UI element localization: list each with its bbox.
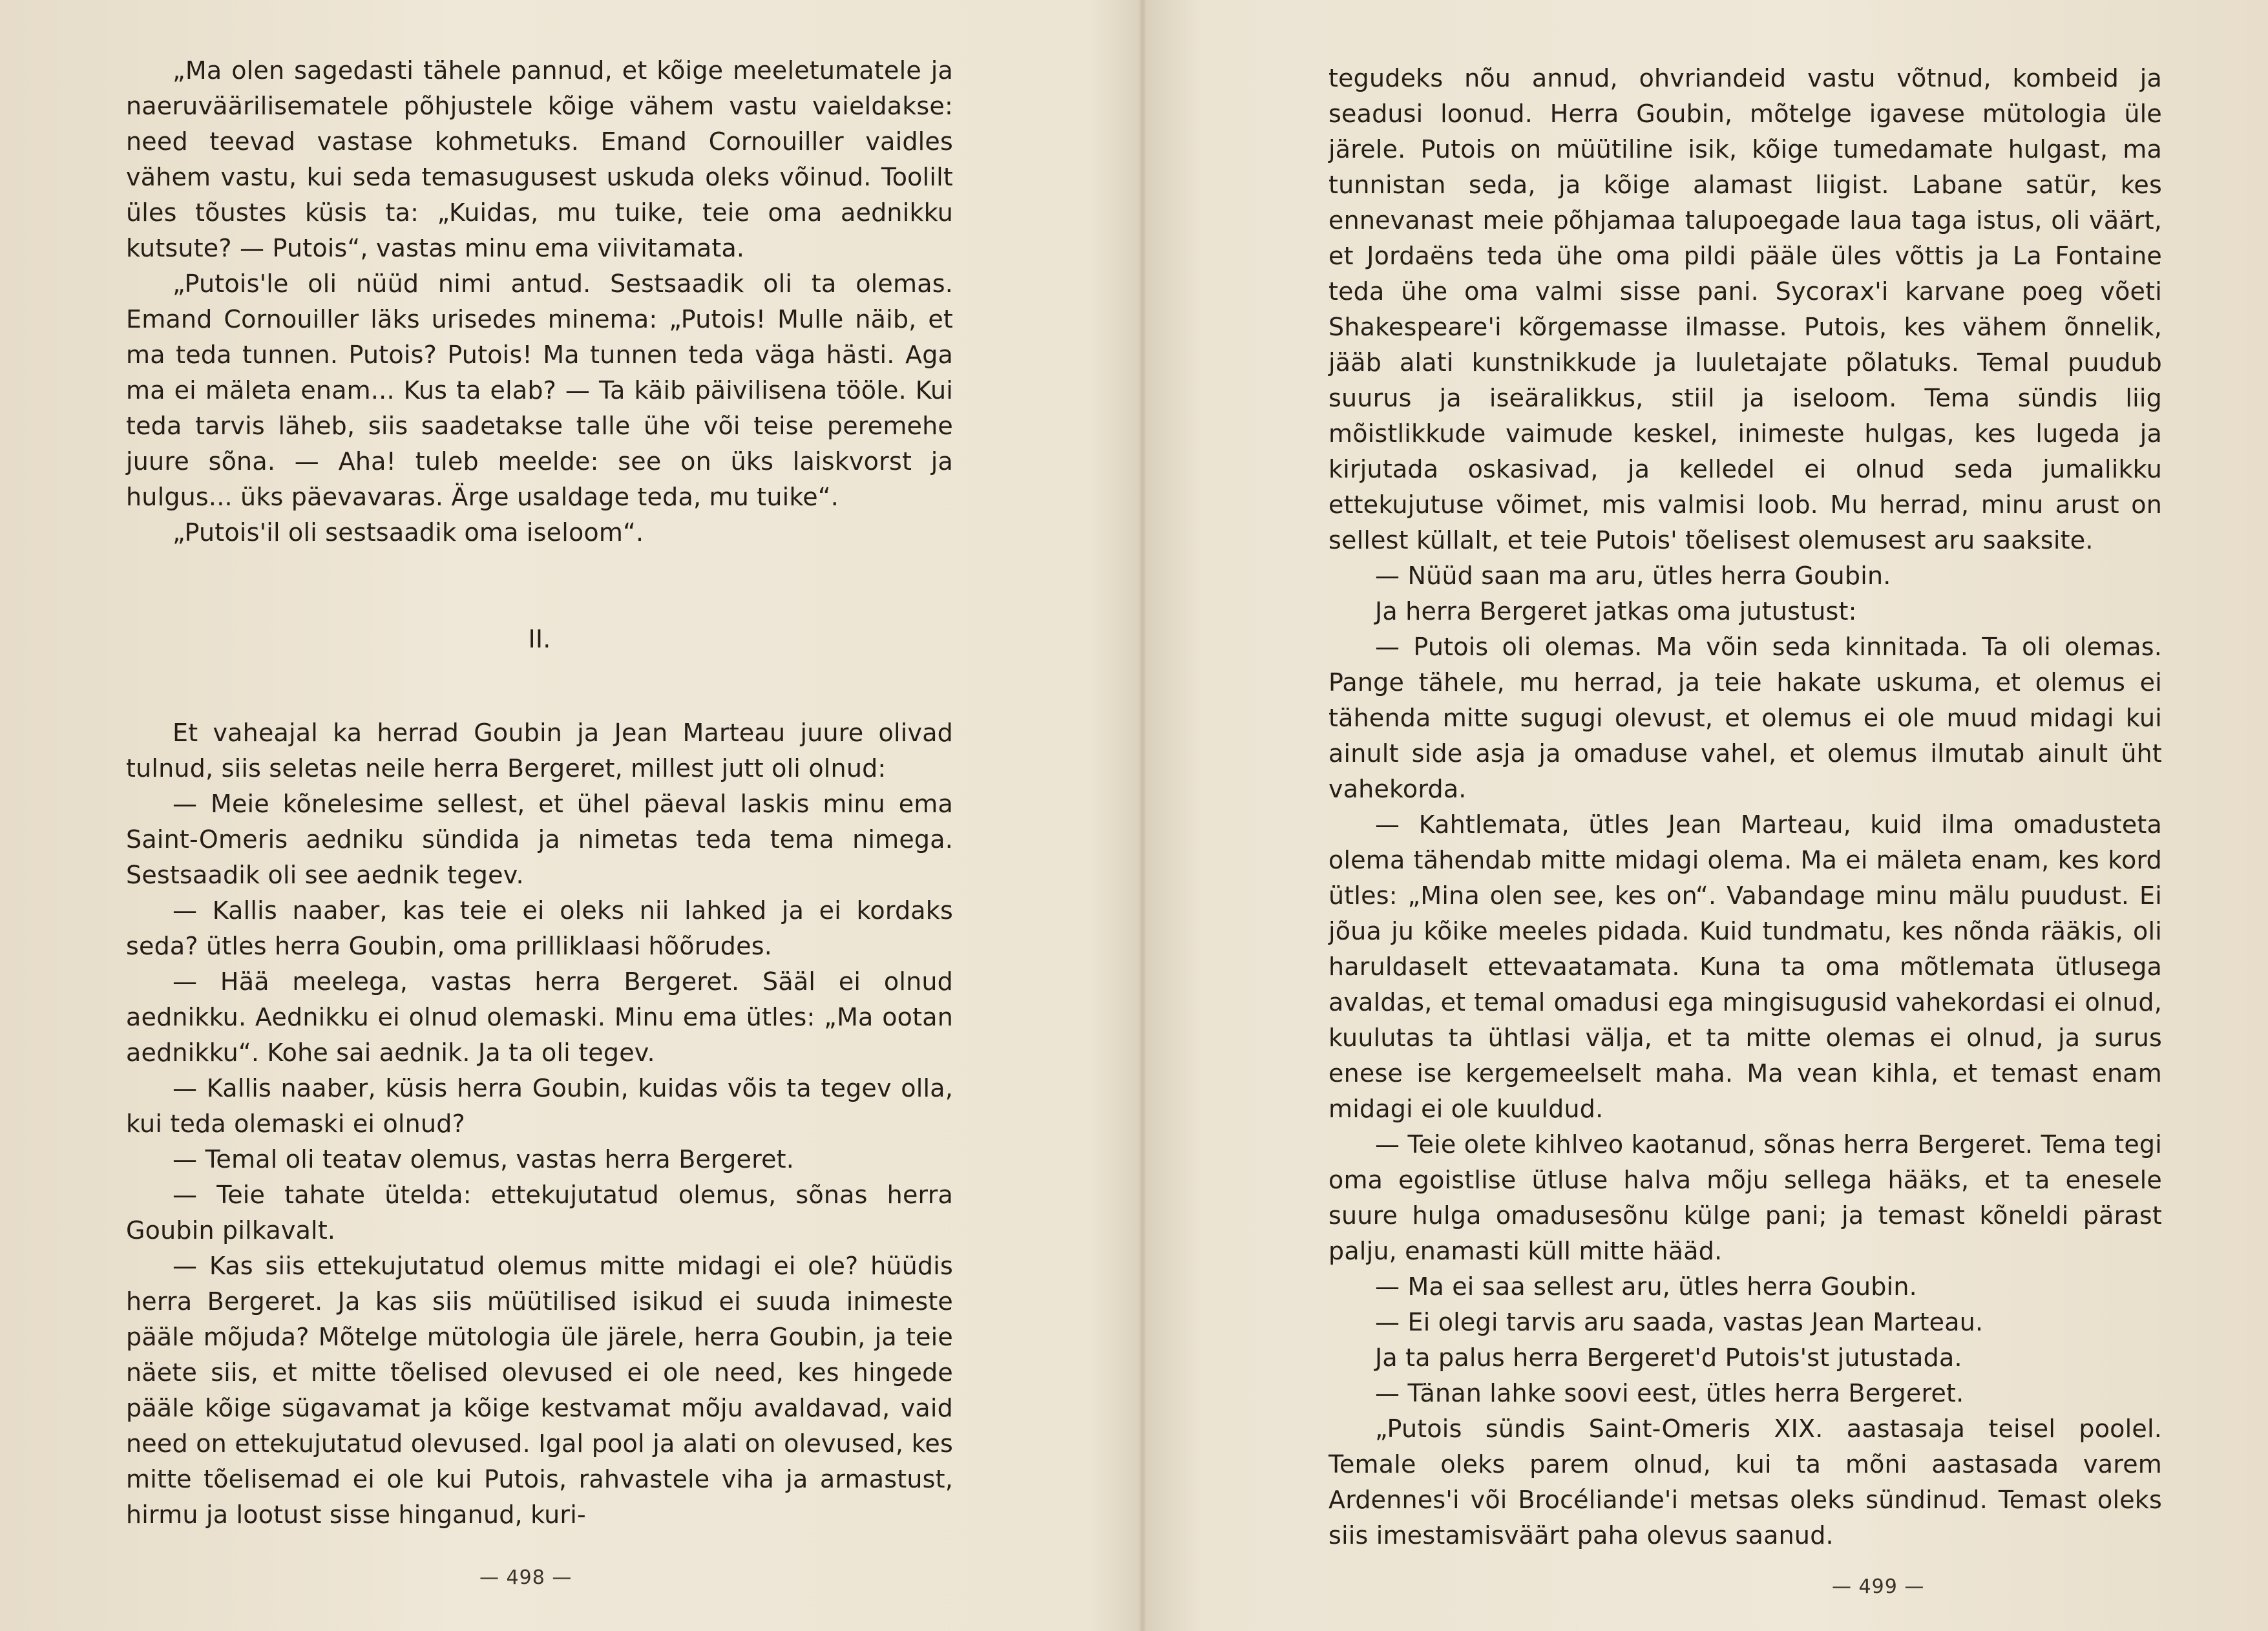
- section-heading: II.: [528, 625, 551, 653]
- paragraph: — Kahtlemata, ütles Jean Marteau, kuid ilma omadusteta olema tähendab mitte midagi olema. Ma ei mäleta enam, kes kord ütles: „Mina olen see, kes on“. Vabandage minu mälu puudust. Ei jõua ju kõike meeles pidada. Kuid tundmatu, kes nõnda rääkis, oli haruldaselt ettevaatamata. Kuna ta oma mõtlemata ütlusega avaldas, et temal omadusi ega mingisugusid vahekordasi ei olnud, kuulutas ta ühtlasi välja, et ta mitte olemas ei olnud, ja surus enese ise kergemeelselt maha. Ma vean kihla, et temast enam midagi ei ole kuuldud.: [1328, 810, 2162, 1123]
- paragraph: — Nüüd saan ma aru, ütles herra Goubin.: [1375, 562, 1891, 590]
- paragraph: — Putois oli olemas. Ma võin seda kinnitada. Ta oli olemas. Pange tähele, mu herrad, ja teie hakate uskuma, et olemus ei tähenda mitte sugugi olevust, et olemus ei ole muud midagi kui ainult side asja ja omaduse vahel, et olemus ilmutab ainult üht vahekorda.: [1328, 633, 2162, 803]
- paragraph: — Ma ei saa sellest aru, ütles herra Goubin.: [1375, 1272, 1917, 1301]
- paragraph: — Kallis naaber, kas teie ei oleks nii lahked ja ei kordaks seda? ütles herra Goubin, oma prilliklaasi hõõrudes.: [126, 896, 953, 960]
- paragraph: — Tänan lahke soovi eest, ütles herra Bergeret.: [1375, 1379, 1964, 1407]
- paragraph: Ja herra Bergeret jatkas oma jutustust:: [1375, 597, 1857, 626]
- paragraph: tegudeks nõu annud, ohvriandeid vastu võtnud, kombeid ja seadusi loonud. Herra Goubin, mõtelge igavese mütologia üle järele. Putois on müütiline isik, kõige tumedamate hulgast, ma tunnistan seda, ja kõige alamast liigist. Labane satür, kes ennevanast meie põhjamaa talupoegade laua taga istus, oli väärt, et Jordaëns teda ühe oma pildi pääle üles võttis ja La Fontaine teda ühe oma valmi sisse pani. Sycorax'i karvane poeg võeti Shakespeare'i kõrgemasse ilmasse. Putois, kes vähem õnnelik, jääb alati kunstnikkude ja luuletajate põlatuks. Temal puudub suurus ja iseäralikkus, stiil ja iseloom. Tema sündis liig mõistlikkude vaimude keskel, inimeste hulgas, kes lugeda ja kirjutada oskasivad, ja kelledel ei olnud seda jumalikku ettekujutuse võimet, mis valmisi loob. Mu herrad, minu arust on sellest küllalt, et teie Putois' tõelisest olemusest aru saaksite.: [1328, 64, 2162, 554]
- paragraph: — Ei olegi tarvis aru saada, vastas Jean Marteau.: [1375, 1308, 1984, 1336]
- right-page-text: [1328, 61, 2162, 1553]
- paragraph: — Meie kõnelesime sellest, et ühel päeval laskis minu ema Saint-Omeris aedniku sündida ja nimetas teda tema nimega. Sestsaadik oli see aednik tegev.: [126, 790, 953, 889]
- paragraph: Et vaheajal ka herrad Goubin ja Jean Marteau juure olivad tulnud, siis seletas neile herra Bergeret, millest jutt oli olnud:: [126, 719, 953, 783]
- paragraph: Ja ta palus herra Bergeret'd Putois'st jutustada.: [1375, 1343, 1962, 1372]
- paragraph: „Putois'il oli sestsaadik oma iseloom“.: [173, 518, 644, 547]
- paragraph: „Putois sündis Saint-Omeris XIX. aastasaja teisel poolel. Temale oleks parem olnud, kui ta mõni aastasada varem Ardennes'i või Brocéliande'i metsas oleks sündinud. Temast oleks siis imestamisväärt paha olevus saanud.: [1328, 1415, 2162, 1550]
- paragraph: — Teie olete kihlveo kaotanud, sõnas herra Bergeret. Tema tegi oma egoistlise ütluse halva mõju sellega hääks, et ta enesele suure hulga omadusesõnu külge pani; ja temast kõneldi pärast palju, enamasti küll mitte hääd.: [1328, 1130, 2162, 1265]
- paragraph: — Teie tahate ütelda: ettekujutatud olemus, sõnas herra Goubin pilkavalt.: [126, 1181, 953, 1245]
- paragraph: — Hää meelega, vastas herra Bergeret. Sääl ei olnud aednikku. Aednikku ei olnud olemaski. Minu ema ütles: „Ma ootan aednikku“. Kohe sai aednik. Ja ta oli tegev.: [126, 967, 953, 1067]
- right-page: [1140, 0, 2268, 1631]
- paragraph: „Putois'le oli nüüd nimi antud. Sestsaadik oli ta olemas. Emand Cornouiller läks urisedes minema: „Putois! Mulle näib, et ma teda tunnen. Putois? Putois! Ma tunnen teda väga hästi. Aga ma ei mäleta enam... Kus ta elab? — Ta käib päivilisena tööle. Kui teda tarvis läheb, siis saadetakse talle ühe või teise peremehe juure sõna. — Aha! tuleb meelde: see on üks laiskvorst ja hulgus... üks päevavaras. Ärge usaldage teda, mu tuike“.: [126, 269, 953, 511]
- paragraph: — Kallis naaber, küsis herra Goubin, kuidas võis ta tegev olla, kui teda olemaski ei olnud?: [126, 1074, 953, 1138]
- left-page-text: [126, 53, 953, 1533]
- paragraph: — Kas siis ettekujutatud olemus mitte midagi ei ole? hüüdis herra Bergeret. Ja kas siis müütilised isikud ei suuda inimeste pääle mõjuda? Mõtelge mütologia üle järele, herra Goubin, ja teie näete siis, et mitte tõelised olevused ei ole need, kes hingede pääle kõige sügavamat ja kõige kestvamat mõju avaldavad, vaid need on ettekujutatud olevused. Igal pool ja alati on olevused, kes mitte tõelisemad ei ole kui Putois, rahvastele viha ja armastust, hirmu ja lootust sisse hinganud, kuri-: [126, 1252, 953, 1529]
- page-number: — 498 —: [479, 1566, 572, 1589]
- paragraph: — Temal oli teatav olemus, vastas herra Bergeret.: [173, 1145, 795, 1173]
- paragraph: „Ma olen sagedasti tähele pannud, et kõige meeletumatele ja naeruväärilisematele põhjustele kõige vähem vastu vaieldakse: need teevad vastase kohmetuks. Emand Cornouiller vaidles vähem vastu, kui seda temasugusest uskuda oleks võinud. Toolilt üles tõustes küsis ta: „Kuidas, mu tuike, teie oma aednikku kutsute? — Putois“, vastas minu ema viivitamata.: [126, 56, 953, 262]
- page-number: — 499 —: [1832, 1575, 1925, 1598]
